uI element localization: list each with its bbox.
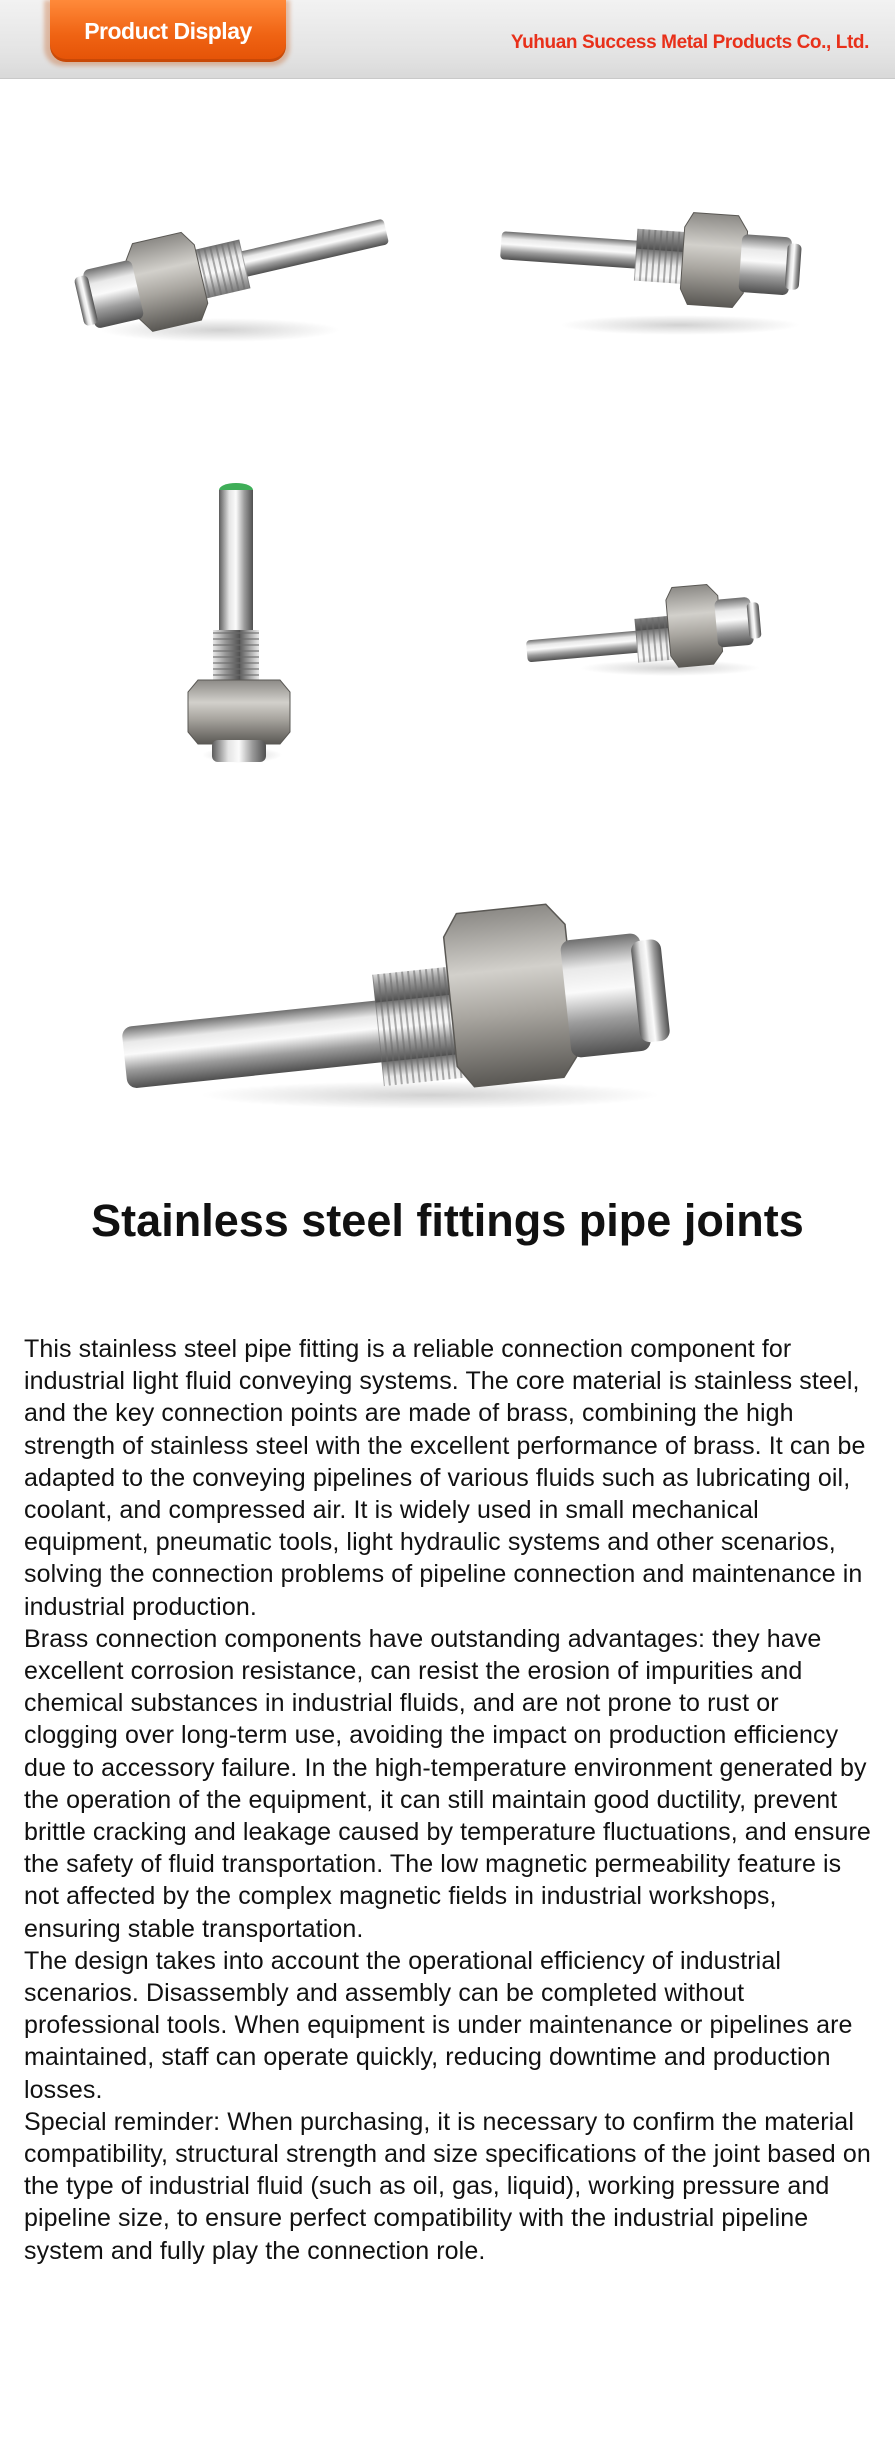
paragraph-advantages: Brass connection components have outstanding advantages: they have excellent corrosion resistance, can resist the erosion of impurities and chemical substances in industrial fluids, and are not prone to rust or clogging over long-term use, avoiding the impact on production efficiency due to accessory failure. In the high-temperature environment generated by the operation of the equipment, it can still maintain good ductility, prevent brittle cracking and leakage caused by temperature fluctuations, and ensure the safety of fluid transportation. The low magnetic permeability feature is not affected by the complex magnetic fields in industrial workshops, ensuring stable transportation. <box>24 1624 871 1943</box>
product-display-label: Product Display <box>84 18 252 44</box>
fitting-photo-vertical <box>180 470 310 770</box>
article-title: Stainless steel fittings pipe joints <box>91 1195 804 1246</box>
paragraph-design: The design takes into account the operational efficiency of industrial scenarios. Disassembly and assembly can be completed without professional tools. When equipment is under maintenance or pipelines are maintained, staff can operate quickly, reducing downtime and production losses. <box>24 1946 853 2104</box>
paragraph-overview: This stainless steel pipe fitting is a reliable connection component for industrial light fluid conveying systems. The core material is stainless steel, and the key connection points are made of brass, combining the high strength of stainless steel with the excellent performance of brass. It can be adapted to the conveying pipelines of various fluids such as lubricating oil, coolant, and compressed air. It is widely used in small mechanical equipment, pneumatic tools, light hydraulic systems and other scenarios, solving the connection problems of pipeline connection and maintenance in industrial production. <box>24 1335 866 1621</box>
header-band <box>0 0 895 79</box>
article-body <box>24 1333 874 2267</box>
company-name: Yuhuan Success Metal Products Co., Ltd. <box>510 32 869 53</box>
fitting-photo-angled-right <box>490 190 820 340</box>
fitting-photo-large <box>110 880 690 1120</box>
paragraph-reminder: Special reminder: When purchasing, it is necessary to confirm the material compatibility, structural strength and size specifications of the joint based on the type of industrial fluid (such as oil, gas, liquid), working pressure and pipeline size, to ensure perfect compatibility with the industrial pipeline system and fully play the connection role. <box>24 2107 871 2265</box>
fitting-photo-small <box>520 570 770 680</box>
fitting-photo-angled-left <box>70 180 410 350</box>
